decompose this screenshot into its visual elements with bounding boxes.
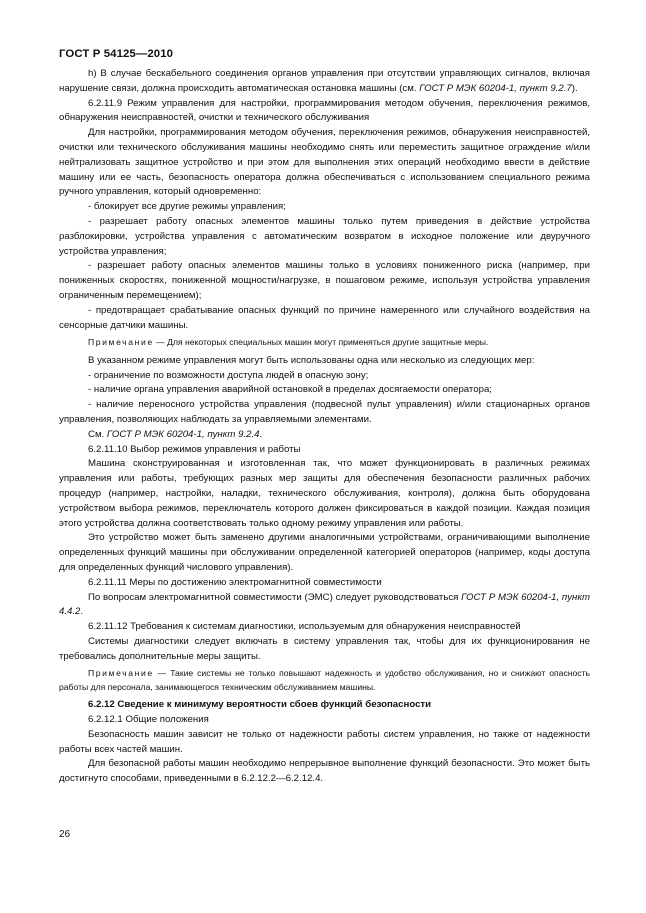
list-item: - наличие переносного устройства управления (подвесной пульт управления) и/или стационарных органов управления, позволяющих наблюдать за управляемыми элементами. xyxy=(59,399,590,425)
document-body xyxy=(59,67,590,787)
paragraph-h: h) В случае бескабельного соединения органов управления при отсутствии управляющих сигналов, включая нарушение связи, должна происходить автоматическая остановка машины (см. ГОСТ Р МЭК 60204-1, пункт 9.2.7). xyxy=(59,68,590,94)
note: Примечание — Для некоторых специальных машин могут применяться другие защитные меры. xyxy=(88,337,489,348)
paragraph: Системы диагностики следует включать в систему управления так, чтобы для их функционирования не требовались дополнительные меры защиты. xyxy=(59,635,590,662)
document-header: ГОСТ Р 54125—2010 xyxy=(59,48,174,60)
paragraph: Для настройки, программирования методом обучения, переключения режимов, обнаружения неисправностей, очистки или технического обслуживания машины необходимо снять или переместить защитное ограждение и/или нейтрализовать защитное устройство и при этом для выполнения этих операций необходимо ввести в действие машину или ее часть, безопасность оператора должна обеспечиваться с использованием специального режима ручного управления, который одновременно: xyxy=(59,127,590,198)
list-item: - разрешает работу опасных элементов машины только в условиях пониженного риска (например, при пониженных скоростях, пониженной мощности/нагрузке, в пошаговом режиме, используя устройства управления ограниченным перемещением); xyxy=(59,260,590,301)
note: Примечание — Такие системы не только повышают надежность и удобство обслуживания, но и снижают опасность работы для персонала, занимающегося техническим обслуживанием машины. xyxy=(59,668,590,692)
list-item: - блокирует все другие режимы управления; xyxy=(88,201,286,213)
clause-6-2-12-1-title: 6.2.12.1 Общие положения xyxy=(88,714,209,726)
paragraph: Это устройство может быть заменено другими аналогичными устройствами, ограничивающими выполнение определенных функций машины при обслуживании определенной категорией операторов (например, коды доступа для определенных функций числового управления). xyxy=(59,532,590,573)
clause-6-2-11-11-title: 6.2.11.11 Меры по достижению электромагнитной совместимости xyxy=(88,576,382,588)
section-6-2-12-heading: 6.2.12 Сведение к минимуму вероятности сбоев функций безопасности xyxy=(88,699,432,711)
standard-reference: ГОСТ Р МЭК 60204-1, пункт 4.4.2 xyxy=(59,591,590,618)
paragraph: В указанном режиме управления могут быть использованы одна или несколько из следующих мер: xyxy=(88,354,535,366)
paragraph: По вопросам электромагнитной совместимости (ЭМС) следует руководствоваться ГОСТ Р МЭК 60204-1, пункт 4.4.2. xyxy=(59,591,590,618)
standard-reference: ГОСТ Р МЭК 60204-1, пункт 9.2.7 xyxy=(419,82,572,94)
note-label: Примечание xyxy=(88,337,154,348)
list-item: - предотвращает срабатывание опасных функций по причине намеренного или случайного воздействия на сенсорные датчики машины. xyxy=(59,304,590,331)
clause-6-2-11-10-title: 6.2.11.10 Выбор режимов управления и работы xyxy=(88,443,301,455)
list-item: - ограничение по возможности доступа людей в опасную зону; xyxy=(88,369,369,381)
paragraph: Для безопасной работы машин необходимо непрерывное выполнение функций безопасности. Это может быть достигнуто способами, приведенными в 6.2.12.2—6.2.12.4. xyxy=(59,758,590,785)
paragraph: Машина сконструированная и изготовленная так, что может функционировать в различных режимах управления или работы, требующих разных мер защиты для обеспечения безопасности различных рабочих процедур (например, настройки, наладки, технического обслуживания, контроля), должна быть оборудована устройством выбора режимов, переключатель которого должен фиксироваться в каждой позиции. Каждая позиция этого устройства должна соответствовать только одному режиму управления или работы. xyxy=(59,458,590,529)
clause-6-2-11-9-title: 6.2.11.9 Режим управления для настройки, программирования методом обучения, переключения режимов, обнаружения неисправностей, очистки и технического обслуживания xyxy=(59,97,590,124)
note-label: Примечание xyxy=(88,668,154,679)
list-item: - наличие органа управления аварийной остановкой в пределах досягаемости оператора; xyxy=(88,384,492,396)
paragraph: Безопасность машин зависит не только от надежности работы систем управления, но также от надежности работы всех частей машин. xyxy=(59,728,590,755)
standard-reference: ГОСТ Р МЭК 60204-1, пункт 9.2.4 xyxy=(106,428,260,440)
list-item: - разрешает работу опасных элементов машины только путем приведения в действие устройства разблокировки, устройства управления с автоматическим возвратом в исходное положение или двуручного устройства управления; xyxy=(59,215,590,257)
page-number: 26 xyxy=(59,829,71,840)
clause-6-2-11-12-title: 6.2.11.12 Требования к системам диагностики, используемым для обнаружения неисправностей xyxy=(88,621,521,633)
see-reference: См. ГОСТ Р МЭК 60204-1, пункт 9.2.4. xyxy=(88,428,263,440)
